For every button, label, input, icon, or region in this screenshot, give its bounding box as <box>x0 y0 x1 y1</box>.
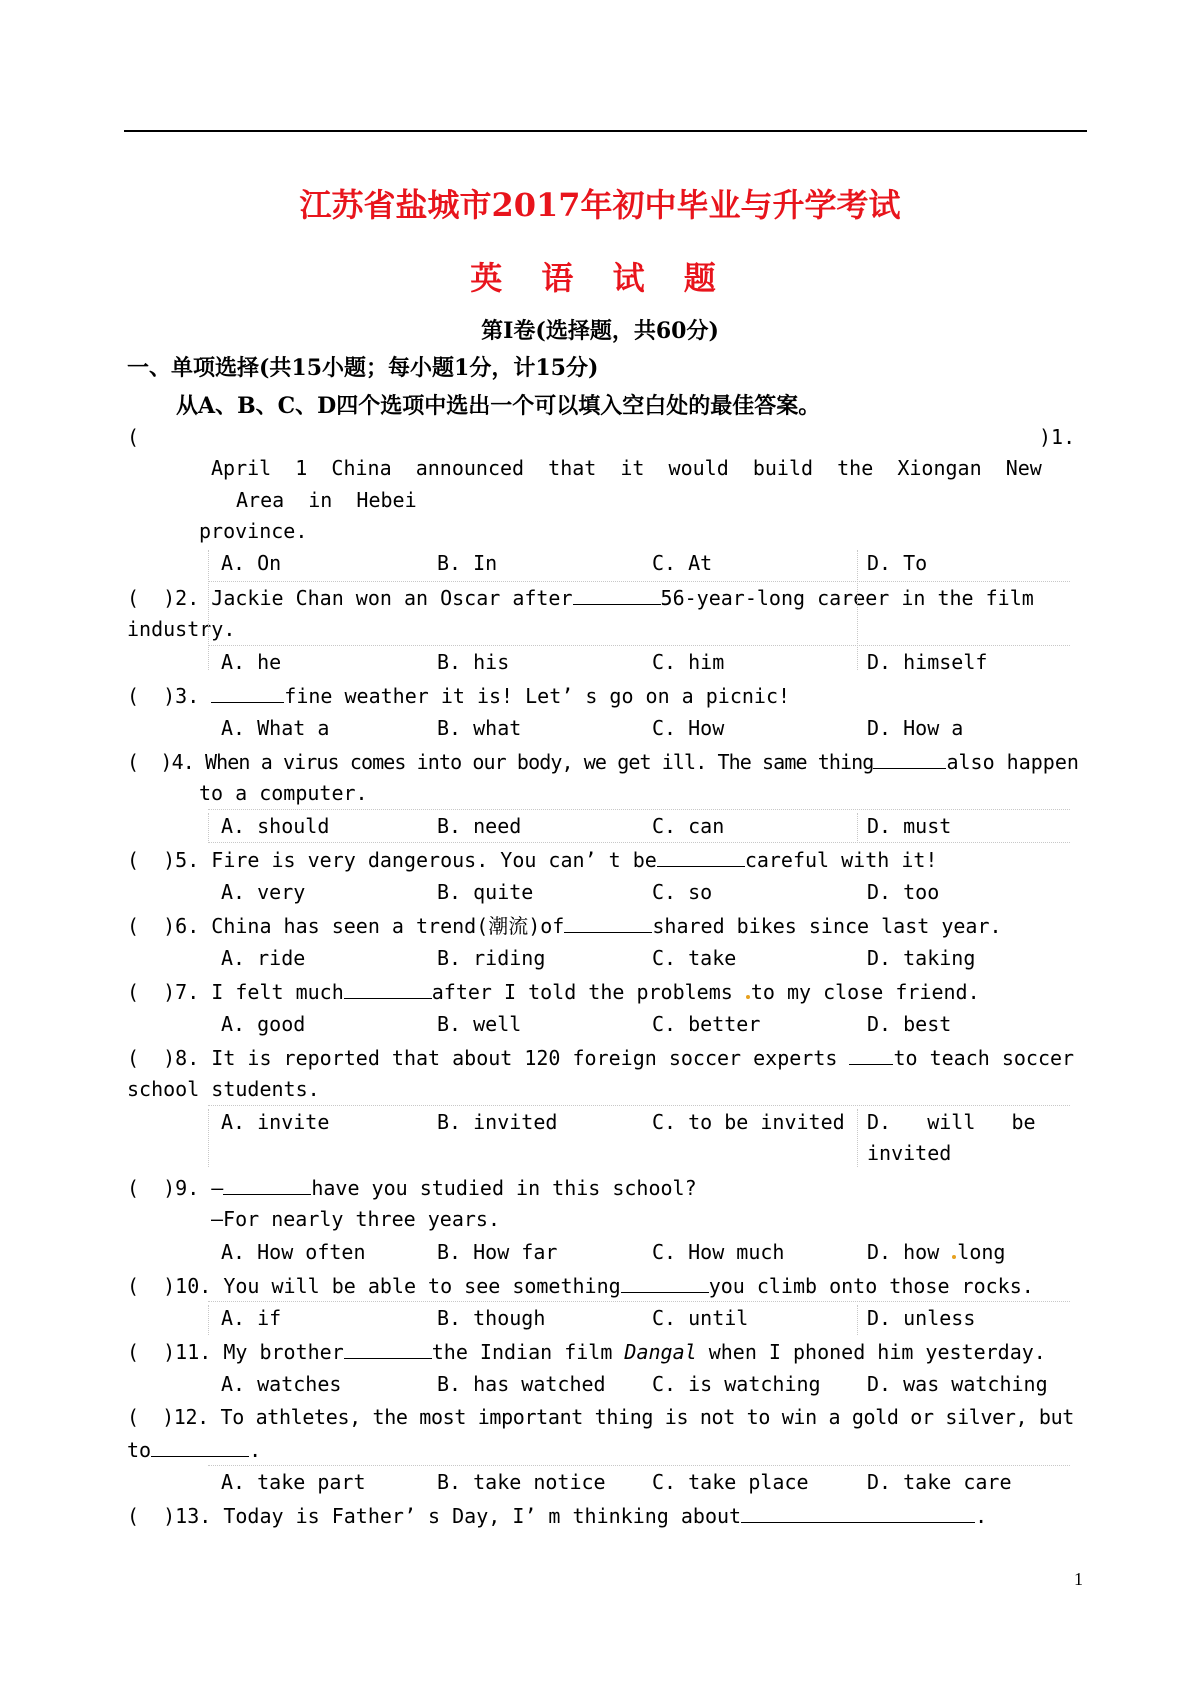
q9-option-c: C. How much <box>652 1240 785 1264</box>
q12-option-c: C. take place <box>652 1470 809 1494</box>
q2-option-b: B. his <box>437 650 510 674</box>
q1-option-b: B. In <box>437 551 498 575</box>
answer-blank <box>151 1436 249 1457</box>
film-title: Dangal <box>624 1340 697 1364</box>
instruction: 从A、B、C、D四个选项中选出一个可以填入空白处的最佳答案。 <box>176 393 821 419</box>
q9-option-d: D. how long <box>867 1240 1006 1264</box>
answer-blank <box>223 1174 311 1195</box>
option-grid-line <box>208 581 1070 582</box>
q8-option-d-cont: invited <box>867 1141 952 1165</box>
q9-option-a: A. How often <box>221 1240 366 1264</box>
q7-option-d: D. best <box>867 1012 952 1036</box>
option-grid-line <box>208 1301 1070 1302</box>
section-heading: 一、单项选择(共15小题；每小题1分，计15分) <box>127 355 599 381</box>
q3-option-d: D. How a <box>867 716 964 740</box>
option-grid-divider <box>857 1109 858 1167</box>
q8-stem: ( )8. It is reported that about 120 foreign soccer experts to teach soccer <box>127 1046 1075 1070</box>
q10-option-a: A. if <box>221 1306 282 1330</box>
answer-blank <box>657 846 745 867</box>
q8-option-d: D. will be <box>867 1110 1036 1134</box>
q1-option-c: C. At <box>652 551 713 575</box>
q4-option-d: D. must <box>867 814 952 838</box>
q8-option-a: A. invite <box>221 1110 330 1134</box>
q8-option-c: C. to be invited <box>652 1110 845 1134</box>
q1-option-a: A. On <box>221 551 282 575</box>
exam-subtitle: 英 语 试 题 <box>470 259 730 297</box>
q13-stem: ( )13. Today is Father’ s Day, I’ m thinking about . <box>127 1504 988 1528</box>
answer-blank <box>873 748 946 769</box>
q5-option-a: A. very <box>221 880 306 904</box>
q6-option-b: B. riding <box>437 946 546 970</box>
q9-line2: —For nearly three years. <box>211 1207 500 1231</box>
q4-option-b: B. need <box>437 814 522 838</box>
q5-option-c: C. so <box>652 880 713 904</box>
q9-stem: ( )9. — have you studied in this school? <box>127 1176 697 1200</box>
option-grid-divider <box>857 813 858 843</box>
q12-option-d: D. take care <box>867 1470 1012 1494</box>
q2-stem: ( )2. Jackie Chan won an Oscar after 56-year-long career in the film <box>127 586 1034 610</box>
option-grid-divider <box>208 1305 209 1335</box>
q6-option-a: A. ride <box>221 946 306 970</box>
q9-option-b: B. How far <box>437 1240 558 1264</box>
answer-blank <box>344 978 432 999</box>
option-grid-divider <box>857 1305 858 1335</box>
q11-option-b: B. has watched <box>437 1372 606 1396</box>
q4-option-a: A. should <box>221 814 330 838</box>
q1-line2: Area in Hebei <box>236 488 417 512</box>
q5-option-b: B. quite <box>437 880 534 904</box>
option-grid-line <box>208 645 1070 646</box>
option-grid-line <box>208 842 1070 843</box>
q4-option-c: C. can <box>652 814 725 838</box>
q10-option-c: C. until <box>652 1306 749 1330</box>
q11-option-d: D. was watching <box>867 1372 1048 1396</box>
option-grid-divider <box>208 550 209 670</box>
q1-number: )1. <box>1039 425 1076 449</box>
q2-option-d: D. himself <box>867 650 988 674</box>
q11-stem: ( )11. My brother the Indian film Dangal when I phoned him yesterday. <box>127 1340 1046 1364</box>
q12-line2: to . <box>127 1438 262 1462</box>
answer-blank <box>564 912 652 933</box>
q10-option-b: B. though <box>437 1306 546 1330</box>
answer-blank <box>211 682 284 703</box>
page-number: 1 <box>1074 1569 1083 1589</box>
option-grid-divider <box>857 550 858 670</box>
q12-stem: ( )12. To athletes, the most important thing is not to win a gold or silver, but <box>127 1405 1074 1429</box>
q12-option-b: B. take notice <box>437 1470 606 1494</box>
answer-blank <box>849 1044 893 1065</box>
option-grid-line <box>208 1105 1070 1106</box>
q6-option-d: D. taking <box>867 946 976 970</box>
q6-option-c: C. take <box>652 946 737 970</box>
exam-title: 江苏省盐城市2017年初中毕业与升学考试 <box>299 186 901 224</box>
q3-option-c: C. How <box>652 716 725 740</box>
q3-stem: ( )3. fine weather it is! Let’ s go on a picnic! <box>127 684 791 708</box>
q6-stem: ( )6. China has seen a trend(潮流)of shared bikes since last year. <box>127 914 1002 938</box>
q11-option-c: C. is watching <box>652 1372 821 1396</box>
q3-option-a: A. What a <box>221 716 330 740</box>
q5-stem: ( )5. Fire is very dangerous. You can’ t be careful with it! <box>127 848 938 872</box>
answer-blank <box>573 584 661 605</box>
q10-stem: ( )10. You will be able to see something you climb onto those rocks. <box>127 1274 1034 1298</box>
part-heading: 第Ⅰ卷(选择题，共60分) <box>481 318 719 344</box>
q4-line2: to a computer. <box>199 781 368 805</box>
q11-option-a: A. watches <box>221 1372 342 1396</box>
q10-option-d: D. unless <box>867 1306 976 1330</box>
q1-left-paren: ( <box>127 425 140 449</box>
orange-dot-mark <box>952 1255 956 1259</box>
q8-line2: school students. <box>127 1077 320 1101</box>
q8-option-b: B. invited <box>437 1110 558 1134</box>
answer-blank <box>741 1502 975 1523</box>
orange-dot-mark <box>746 995 750 999</box>
q1-line3: province. <box>199 519 308 543</box>
q1-option-d: D. To <box>867 551 928 575</box>
q2-option-c: C. him <box>652 650 725 674</box>
q5-option-d: D. too <box>867 880 940 904</box>
q3-option-b: B. what <box>437 716 522 740</box>
q2-line2: industry. <box>127 617 236 641</box>
q7-stem: ( )7. I felt much after I told the problems to my close friend. <box>127 980 980 1004</box>
q1-line1: April 1 China announced that it would build the Xiongan New <box>211 456 1042 480</box>
header-rule <box>124 130 1087 132</box>
q7-option-c: C. better <box>652 1012 761 1036</box>
q2-option-a: A. he <box>221 650 282 674</box>
q7-option-a: A. good <box>221 1012 306 1036</box>
answer-blank <box>344 1338 432 1359</box>
q7-option-b: B. well <box>437 1012 522 1036</box>
option-grid-divider <box>208 813 209 843</box>
option-grid-divider <box>208 1109 209 1167</box>
answer-blank <box>621 1272 709 1293</box>
q4-stem: ( )4. When a virus comes into our body, we get ill. The same thing also happen <box>127 750 1079 774</box>
option-grid-line <box>208 809 1070 810</box>
q12-option-a: A. take part <box>221 1470 366 1494</box>
option-grid-line <box>208 1465 1070 1466</box>
